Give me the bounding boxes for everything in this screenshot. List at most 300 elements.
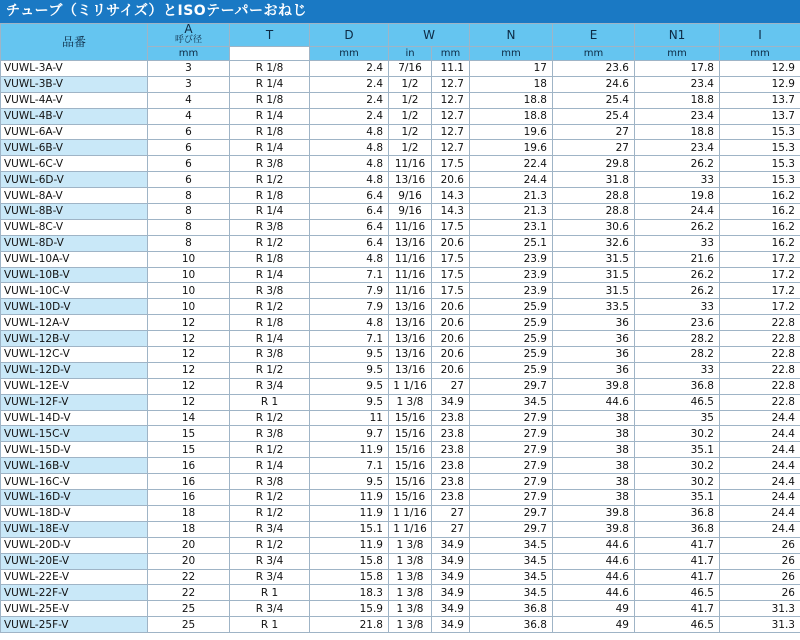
unit-w-in: in — [389, 47, 432, 61]
w-mm-cell: 23.8 — [432, 474, 470, 490]
unit-i: mm — [720, 47, 800, 61]
part-number-cell: VUWL-10B-V — [1, 267, 148, 283]
d-cell: 11.9 — [310, 490, 389, 506]
e-cell: 39.8 — [553, 521, 635, 537]
t-cell: R 3/8 — [230, 426, 310, 442]
i-cell: 17.2 — [720, 283, 800, 299]
w-in-cell: 15/16 — [389, 410, 432, 426]
t-cell: R 1 — [230, 585, 310, 601]
n1-cell: 36.8 — [635, 505, 720, 521]
n1-cell: 30.2 — [635, 474, 720, 490]
e-cell: 24.6 — [553, 76, 635, 92]
n1-cell: 41.7 — [635, 553, 720, 569]
t-cell: R 1/8 — [230, 92, 310, 108]
unit-a: mm — [148, 47, 230, 61]
w-in-cell: 15/16 — [389, 426, 432, 442]
n1-cell: 41.7 — [635, 537, 720, 553]
t-cell: R 1/8 — [230, 61, 310, 77]
table-row — [1, 172, 800, 188]
part-number-cell: VUWL-12C-V — [1, 347, 148, 363]
d-cell: 15.8 — [310, 553, 389, 569]
d-cell: 11 — [310, 410, 389, 426]
n-cell: 34.5 — [470, 553, 553, 569]
d-cell: 2.4 — [310, 76, 389, 92]
n1-cell: 41.7 — [635, 569, 720, 585]
a-cell: 12 — [148, 394, 230, 410]
n1-cell: 26.2 — [635, 283, 720, 299]
part-number-cell: VUWL-14D-V — [1, 410, 148, 426]
table-row — [1, 299, 800, 315]
table-row — [1, 394, 800, 410]
table-row — [1, 537, 800, 553]
w-in-cell: 1/2 — [389, 76, 432, 92]
w-mm-cell: 17.5 — [432, 156, 470, 172]
t-cell: R 1/2 — [230, 490, 310, 506]
e-cell: 44.6 — [553, 569, 635, 585]
d-cell: 2.4 — [310, 61, 389, 77]
d-cell: 18.3 — [310, 585, 389, 601]
a-cell: 8 — [148, 235, 230, 251]
unit-n: mm — [470, 47, 553, 61]
n1-cell: 28.2 — [635, 331, 720, 347]
table-row — [1, 521, 800, 537]
w-mm-cell: 12.7 — [432, 140, 470, 156]
table-row — [1, 204, 800, 220]
part-number-cell: VUWL-8A-V — [1, 188, 148, 204]
i-cell: 16.2 — [720, 188, 800, 204]
d-cell: 7.9 — [310, 283, 389, 299]
w-in-cell: 1 3/8 — [389, 537, 432, 553]
part-number-cell: VUWL-16D-V — [1, 490, 148, 506]
n1-cell: 24.4 — [635, 204, 720, 220]
col-header-e: E — [553, 24, 635, 47]
i-cell: 24.4 — [720, 521, 800, 537]
t-cell: R 1/2 — [230, 299, 310, 315]
e-cell: 36 — [553, 362, 635, 378]
d-cell: 6.4 — [310, 219, 389, 235]
n-cell: 18.8 — [470, 108, 553, 124]
n1-cell: 30.2 — [635, 426, 720, 442]
table-row — [1, 315, 800, 331]
a-cell: 12 — [148, 331, 230, 347]
n1-cell: 18.8 — [635, 92, 720, 108]
w-mm-cell: 20.6 — [432, 331, 470, 347]
w-mm-cell: 23.8 — [432, 458, 470, 474]
a-cell: 10 — [148, 283, 230, 299]
i-cell: 13.7 — [720, 108, 800, 124]
a-cell: 6 — [148, 124, 230, 140]
d-cell: 2.4 — [310, 108, 389, 124]
a-cell: 6 — [148, 156, 230, 172]
table-row — [1, 490, 800, 506]
a-cell: 10 — [148, 267, 230, 283]
table-row — [1, 331, 800, 347]
col-header-t: T — [230, 24, 310, 47]
n-cell: 34.5 — [470, 569, 553, 585]
n-cell: 23.9 — [470, 283, 553, 299]
d-cell: 11.9 — [310, 442, 389, 458]
i-cell: 17.2 — [720, 267, 800, 283]
w-in-cell: 11/16 — [389, 267, 432, 283]
table-row — [1, 92, 800, 108]
d-cell: 15.8 — [310, 569, 389, 585]
w-in-cell: 1 1/16 — [389, 378, 432, 394]
part-number-cell: VUWL-18E-V — [1, 521, 148, 537]
e-cell: 31.8 — [553, 172, 635, 188]
t-cell: R 1/4 — [230, 204, 310, 220]
d-cell: 7.1 — [310, 458, 389, 474]
a-cell: 8 — [148, 204, 230, 220]
a-cell: 8 — [148, 219, 230, 235]
e-cell: 44.6 — [553, 585, 635, 601]
d-cell: 15.9 — [310, 601, 389, 617]
a-cell: 8 — [148, 188, 230, 204]
table-row — [1, 108, 800, 124]
d-cell: 9.5 — [310, 394, 389, 410]
t-cell: R 1/2 — [230, 362, 310, 378]
n1-cell: 30.2 — [635, 458, 720, 474]
d-cell: 9.5 — [310, 474, 389, 490]
t-cell: R 3/8 — [230, 283, 310, 299]
d-cell: 7.1 — [310, 267, 389, 283]
n1-cell: 33 — [635, 299, 720, 315]
e-cell: 31.5 — [553, 283, 635, 299]
part-number-cell: VUWL-22E-V — [1, 569, 148, 585]
w-in-cell: 1 3/8 — [389, 617, 432, 633]
i-cell: 16.2 — [720, 235, 800, 251]
a-cell: 16 — [148, 474, 230, 490]
i-cell: 15.3 — [720, 140, 800, 156]
a-cell: 15 — [148, 442, 230, 458]
t-cell: R 3/4 — [230, 601, 310, 617]
w-in-cell: 1 1/16 — [389, 521, 432, 537]
e-cell: 36 — [553, 347, 635, 363]
e-cell: 38 — [553, 458, 635, 474]
w-mm-cell: 23.8 — [432, 490, 470, 506]
spec-table — [0, 23, 800, 633]
part-number-cell: VUWL-18D-V — [1, 505, 148, 521]
i-cell: 17.2 — [720, 299, 800, 315]
i-cell: 22.8 — [720, 315, 800, 331]
w-mm-cell: 27 — [432, 378, 470, 394]
w-mm-cell: 17.5 — [432, 267, 470, 283]
d-cell: 4.8 — [310, 172, 389, 188]
part-number-cell: VUWL-16B-V — [1, 458, 148, 474]
i-cell: 22.8 — [720, 347, 800, 363]
part-number-cell: VUWL-10D-V — [1, 299, 148, 315]
e-cell: 38 — [553, 490, 635, 506]
i-cell: 26 — [720, 585, 800, 601]
i-cell: 15.3 — [720, 124, 800, 140]
part-number-cell: VUWL-15D-V — [1, 442, 148, 458]
w-mm-cell: 34.9 — [432, 394, 470, 410]
d-cell: 9.7 — [310, 426, 389, 442]
w-in-cell: 7/16 — [389, 61, 432, 77]
n1-cell: 23.4 — [635, 140, 720, 156]
table-row — [1, 378, 800, 394]
part-number-cell: VUWL-10A-V — [1, 251, 148, 267]
i-cell: 24.4 — [720, 442, 800, 458]
i-cell: 31.3 — [720, 601, 800, 617]
n-cell: 22.4 — [470, 156, 553, 172]
e-cell: 32.6 — [553, 235, 635, 251]
t-cell: R 1/4 — [230, 331, 310, 347]
n1-cell: 33 — [635, 172, 720, 188]
w-in-cell: 11/16 — [389, 156, 432, 172]
a-cell: 10 — [148, 299, 230, 315]
col-header-i: I — [720, 24, 800, 47]
a-cell: 12 — [148, 378, 230, 394]
t-cell: R 1/4 — [230, 267, 310, 283]
a-cell: 6 — [148, 140, 230, 156]
part-number-cell: VUWL-6A-V — [1, 124, 148, 140]
e-cell: 38 — [553, 474, 635, 490]
e-cell: 28.8 — [553, 188, 635, 204]
d-cell: 2.4 — [310, 92, 389, 108]
e-cell: 29.8 — [553, 156, 635, 172]
e-cell: 25.4 — [553, 92, 635, 108]
t-cell: R 3/4 — [230, 553, 310, 569]
table-row — [1, 505, 800, 521]
n1-cell: 26.2 — [635, 156, 720, 172]
i-cell: 22.8 — [720, 394, 800, 410]
w-in-cell: 13/16 — [389, 315, 432, 331]
n-cell: 25.9 — [470, 299, 553, 315]
unit-w-mm: mm — [432, 47, 470, 61]
t-cell: R 1/8 — [230, 188, 310, 204]
e-cell: 31.5 — [553, 267, 635, 283]
w-in-cell: 15/16 — [389, 490, 432, 506]
a-cell: 25 — [148, 601, 230, 617]
i-cell: 24.4 — [720, 426, 800, 442]
part-number-cell: VUWL-6B-V — [1, 140, 148, 156]
table-row — [1, 188, 800, 204]
n1-cell: 36.8 — [635, 378, 720, 394]
w-mm-cell: 17.5 — [432, 219, 470, 235]
i-cell: 15.3 — [720, 156, 800, 172]
part-number-cell: VUWL-12F-V — [1, 394, 148, 410]
w-mm-cell: 23.8 — [432, 442, 470, 458]
n-cell: 29.7 — [470, 505, 553, 521]
part-number-cell: VUWL-25E-V — [1, 601, 148, 617]
i-cell: 17.2 — [720, 251, 800, 267]
n1-cell: 23.4 — [635, 76, 720, 92]
t-cell: R 1/2 — [230, 442, 310, 458]
w-in-cell: 1/2 — [389, 140, 432, 156]
d-cell: 7.9 — [310, 299, 389, 315]
i-cell: 22.8 — [720, 362, 800, 378]
d-cell: 9.5 — [310, 362, 389, 378]
a-cell: 4 — [148, 108, 230, 124]
n1-cell: 26.2 — [635, 219, 720, 235]
a-cell: 18 — [148, 505, 230, 521]
w-mm-cell: 20.6 — [432, 299, 470, 315]
w-mm-cell: 11.1 — [432, 61, 470, 77]
w-mm-cell: 12.7 — [432, 92, 470, 108]
w-mm-cell: 14.3 — [432, 188, 470, 204]
i-cell: 15.3 — [720, 172, 800, 188]
header-row — [1, 24, 800, 47]
d-cell: 4.8 — [310, 124, 389, 140]
d-cell: 9.5 — [310, 378, 389, 394]
n-cell: 27.9 — [470, 474, 553, 490]
part-number-cell: VUWL-20D-V — [1, 537, 148, 553]
e-cell: 44.6 — [553, 553, 635, 569]
t-cell: R 1/4 — [230, 458, 310, 474]
w-in-cell: 13/16 — [389, 299, 432, 315]
w-in-cell: 1 3/8 — [389, 553, 432, 569]
n-cell: 29.7 — [470, 378, 553, 394]
part-number-cell: VUWL-8D-V — [1, 235, 148, 251]
n-cell: 27.9 — [470, 426, 553, 442]
table-row — [1, 219, 800, 235]
table-row — [1, 140, 800, 156]
part-number-cell: VUWL-12B-V — [1, 331, 148, 347]
a-cell: 18 — [148, 521, 230, 537]
t-cell: R 1/4 — [230, 140, 310, 156]
w-mm-cell: 34.9 — [432, 585, 470, 601]
n-cell: 27.9 — [470, 458, 553, 474]
table-row — [1, 601, 800, 617]
n1-cell: 17.8 — [635, 61, 720, 77]
w-in-cell: 1/2 — [389, 124, 432, 140]
n-cell: 17 — [470, 61, 553, 77]
i-cell: 26 — [720, 569, 800, 585]
unit-n1: mm — [635, 47, 720, 61]
n-cell: 24.4 — [470, 172, 553, 188]
n-cell: 27.9 — [470, 490, 553, 506]
a-cell: 14 — [148, 410, 230, 426]
w-in-cell: 15/16 — [389, 474, 432, 490]
n1-cell: 23.4 — [635, 108, 720, 124]
part-number-cell: VUWL-12D-V — [1, 362, 148, 378]
w-mm-cell: 34.9 — [432, 569, 470, 585]
i-cell: 31.3 — [720, 617, 800, 633]
t-cell: R 1/2 — [230, 235, 310, 251]
w-mm-cell: 12.7 — [432, 124, 470, 140]
n1-cell: 36.8 — [635, 521, 720, 537]
w-mm-cell: 17.5 — [432, 283, 470, 299]
n1-cell: 19.8 — [635, 188, 720, 204]
i-cell: 13.7 — [720, 92, 800, 108]
w-in-cell: 1 3/8 — [389, 601, 432, 617]
n1-cell: 35 — [635, 410, 720, 426]
part-number-cell: VUWL-6D-V — [1, 172, 148, 188]
n-cell: 18 — [470, 76, 553, 92]
w-mm-cell: 34.9 — [432, 537, 470, 553]
table-row — [1, 283, 800, 299]
w-in-cell: 11/16 — [389, 251, 432, 267]
w-in-cell: 1/2 — [389, 108, 432, 124]
part-number-cell: VUWL-16C-V — [1, 474, 148, 490]
n-cell: 36.8 — [470, 601, 553, 617]
e-cell: 30.6 — [553, 219, 635, 235]
a-cell: 25 — [148, 617, 230, 633]
a-cell: 22 — [148, 569, 230, 585]
table-row — [1, 458, 800, 474]
n-cell: 23.9 — [470, 251, 553, 267]
t-cell: R 1 — [230, 617, 310, 633]
n-cell: 27.9 — [470, 410, 553, 426]
e-cell: 38 — [553, 426, 635, 442]
n1-cell: 33 — [635, 362, 720, 378]
w-mm-cell: 20.6 — [432, 172, 470, 188]
d-cell: 6.4 — [310, 188, 389, 204]
a-cell: 20 — [148, 537, 230, 553]
w-in-cell: 13/16 — [389, 331, 432, 347]
w-in-cell: 13/16 — [389, 235, 432, 251]
t-cell: R 1/4 — [230, 76, 310, 92]
i-cell: 22.8 — [720, 331, 800, 347]
n-cell: 25.9 — [470, 347, 553, 363]
n-cell: 34.5 — [470, 537, 553, 553]
n-cell: 23.9 — [470, 267, 553, 283]
i-cell: 26 — [720, 553, 800, 569]
a-cell: 4 — [148, 92, 230, 108]
e-cell: 39.8 — [553, 378, 635, 394]
col-header-d: D — [310, 24, 389, 47]
part-number-cell: VUWL-3B-V — [1, 76, 148, 92]
e-cell: 44.6 — [553, 537, 635, 553]
i-cell: 16.2 — [720, 219, 800, 235]
part-number-cell: VUWL-15C-V — [1, 426, 148, 442]
w-in-cell: 13/16 — [389, 172, 432, 188]
n-cell: 23.1 — [470, 219, 553, 235]
w-in-cell: 11/16 — [389, 283, 432, 299]
col-header-a — [148, 24, 230, 47]
a-cell: 12 — [148, 347, 230, 363]
n-cell: 25.1 — [470, 235, 553, 251]
a-cell: 16 — [148, 458, 230, 474]
d-cell: 15.1 — [310, 521, 389, 537]
e-cell: 27 — [553, 140, 635, 156]
e-cell: 36 — [553, 315, 635, 331]
n-cell: 25.9 — [470, 315, 553, 331]
w-in-cell: 1/2 — [389, 92, 432, 108]
d-cell: 4.8 — [310, 140, 389, 156]
table-row — [1, 347, 800, 363]
a-cell: 20 — [148, 553, 230, 569]
n1-cell: 21.6 — [635, 251, 720, 267]
t-cell: R 1/8 — [230, 251, 310, 267]
table-row — [1, 76, 800, 92]
i-cell: 12.9 — [720, 61, 800, 77]
i-cell: 24.4 — [720, 458, 800, 474]
e-cell: 28.8 — [553, 204, 635, 220]
part-number-cell: VUWL-4B-V — [1, 108, 148, 124]
n-cell: 25.9 — [470, 331, 553, 347]
t-cell: R 1/2 — [230, 410, 310, 426]
i-cell: 22.8 — [720, 378, 800, 394]
w-in-cell: 1 3/8 — [389, 394, 432, 410]
table-row — [1, 410, 800, 426]
t-cell: R 1/8 — [230, 124, 310, 140]
t-cell: R 3/8 — [230, 347, 310, 363]
t-cell: R 1/2 — [230, 172, 310, 188]
n1-cell: 18.8 — [635, 124, 720, 140]
w-in-cell: 1 1/16 — [389, 505, 432, 521]
table-row — [1, 553, 800, 569]
d-cell: 7.1 — [310, 331, 389, 347]
e-cell: 23.6 — [553, 61, 635, 77]
part-number-cell: VUWL-12E-V — [1, 378, 148, 394]
n1-cell: 35.1 — [635, 490, 720, 506]
d-cell: 11.9 — [310, 537, 389, 553]
w-mm-cell: 20.6 — [432, 315, 470, 331]
a-cell: 10 — [148, 251, 230, 267]
col-header-part-number: 品番 — [1, 24, 148, 61]
e-cell: 38 — [553, 442, 635, 458]
